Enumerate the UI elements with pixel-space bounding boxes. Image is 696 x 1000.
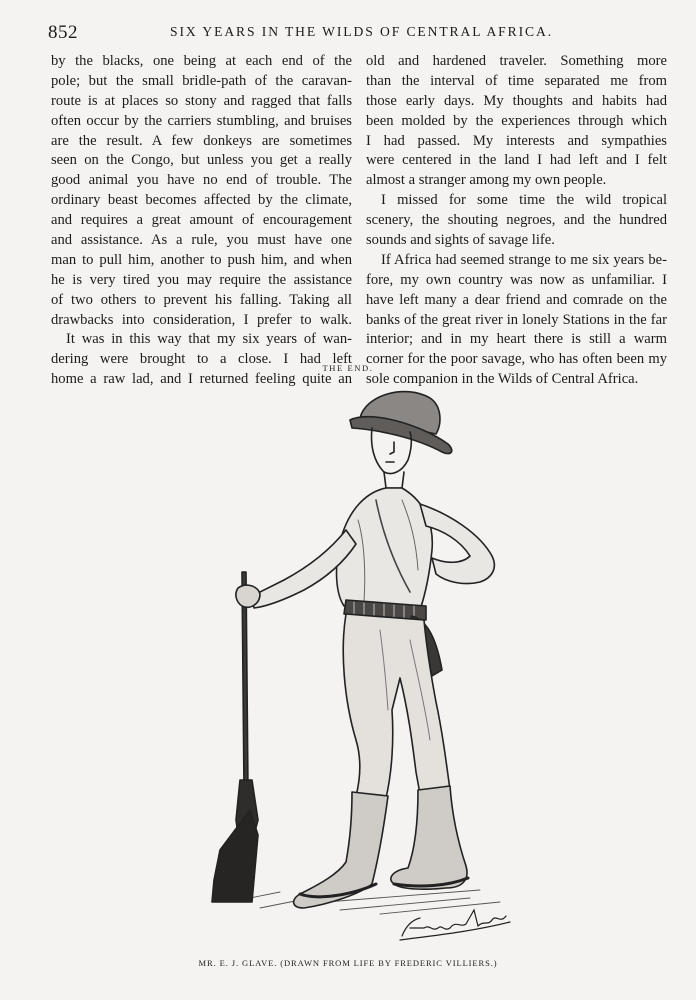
text-line: and assistance. As a rule, you must have one [51, 232, 352, 249]
text-line: interior; and in my heart there is still a warm [366, 331, 667, 348]
text-line: by the blacks, one being at each end of the [51, 53, 352, 69]
text-line: It was in this way that my six years of wan- [66, 331, 352, 348]
hat [350, 392, 452, 454]
text-line: those early days. My thoughts and habits had [366, 92, 667, 109]
text-line: sounds and sights of savage life. [366, 232, 555, 249]
text-line: often occur by the carriers stumbling, and bruises [51, 112, 352, 129]
text-line: man to pull him, another to push him, and when [51, 251, 352, 268]
text-line: scenery, the shouting negroes, and the hundred [366, 212, 667, 229]
text-line: I missed for some time the wild tropical [381, 192, 667, 209]
text-line: ordinary beast becomes affected by the climate, [51, 192, 352, 209]
text-line: than the interval of time separated me from [366, 72, 667, 89]
text-line: almost a stranger among my own people. [366, 172, 607, 189]
portrait-illustration [180, 380, 520, 950]
rifle [212, 572, 258, 902]
text-line: I had passed. My interests and sympathies [366, 132, 667, 149]
text-line: of two others to prevent his falling. Taking all [51, 291, 352, 308]
text-line: and requires a great amount of encouragement [51, 212, 352, 229]
text-line: seen on the Congo, but unless you get a really [51, 152, 352, 169]
text-line: route is at places so stony and ragged that falls [51, 92, 352, 109]
text-line: pole; but the small bridle-path of the caravan- [51, 72, 352, 89]
text-line: If Africa had seemed strange to me six years be- [381, 251, 667, 268]
text-line: dering were brought to a close. I had left [51, 351, 352, 368]
text-line: banks of the great river in lonely Stations in the far [366, 311, 667, 328]
text-line: been molded by the experiences through which [366, 112, 667, 129]
text-line: fore, my own country was now as unfamiliar. I [366, 271, 667, 288]
text-line: sole companion in the Wilds of Central Africa. [366, 371, 639, 388]
text-line: old and hardened traveler. Something more [366, 53, 667, 69]
artist-signature [400, 910, 510, 940]
text-line: he is very tired you may require the assistance [51, 271, 352, 288]
boots [294, 786, 468, 908]
running-title: SIX YEARS IN THE WILDS OF CENTRAL AFRICA. [170, 24, 554, 39]
illustration-caption: MR. E. J. GLAVE. (DRAWN FROM LIFE BY FREDERIC VILLIERS.) [198, 958, 498, 968]
end-marker: THE END. [322, 363, 374, 373]
text-line: drawbacks into consideration, I prefer to walk. [51, 311, 352, 328]
ground-shading [240, 890, 500, 914]
text-line: home a raw lad, and I returned feeling quite an [51, 371, 352, 388]
text-column-right [366, 52, 667, 390]
text-line: were centered in the land I had left and I felt [366, 152, 667, 169]
page-number: 852 [48, 22, 78, 43]
text-line: have left many a dear friend and comrade on the [366, 291, 667, 308]
text-line: corner for the poor savage, who has often been my [366, 351, 667, 368]
text-line: good animal you have no end of trouble. The [51, 172, 352, 189]
text-column-left [51, 52, 352, 390]
text-line: are the result. A few donkeys are sometimes [51, 132, 352, 149]
